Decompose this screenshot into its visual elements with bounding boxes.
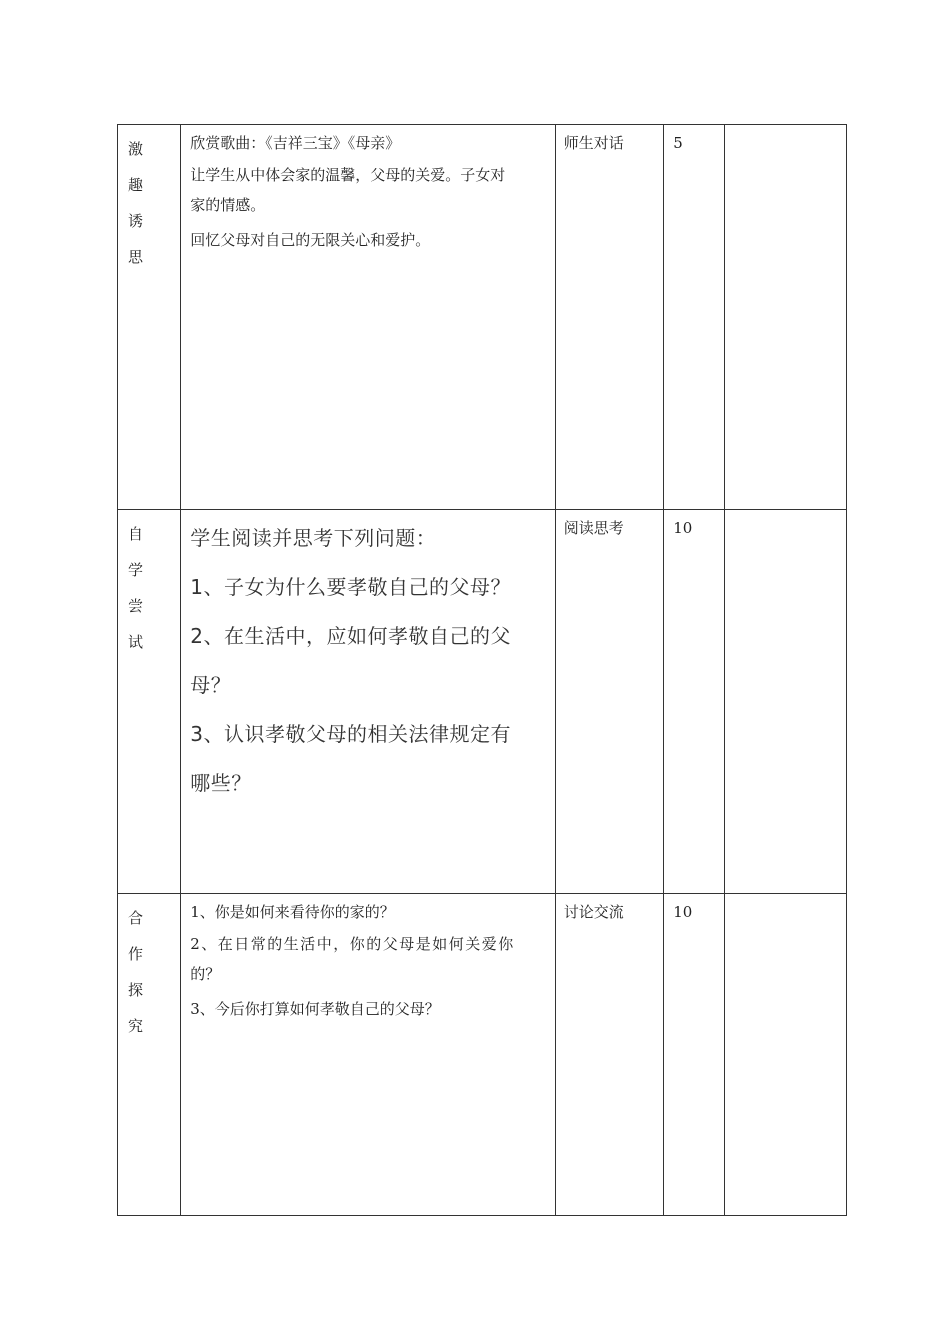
time-text: 10 bbox=[673, 519, 693, 537]
content-line: 让学生从中体会家的温馨，父母的关爱。子女对 bbox=[190, 166, 506, 184]
note-cell bbox=[725, 125, 847, 510]
stage-char: 试 bbox=[128, 633, 144, 651]
time-cell bbox=[664, 510, 725, 894]
method-cell bbox=[555, 510, 663, 894]
content-line: 母？ bbox=[190, 673, 232, 697]
stage-char: 究 bbox=[128, 1017, 144, 1035]
content-line: 3、认识孝敬父母的相关法律规定有 bbox=[190, 722, 511, 746]
stage-char: 激 bbox=[128, 140, 144, 158]
content-line: 3、今后你打算如何孝敬自己的父母？ bbox=[190, 1000, 440, 1018]
stage-cell bbox=[118, 510, 181, 894]
method-cell bbox=[555, 894, 663, 1216]
content-line: 1、子女为什么要孝敬自己的父母？ bbox=[190, 575, 511, 599]
lesson-plan-table bbox=[117, 124, 847, 1216]
content-cell bbox=[181, 510, 556, 894]
content-line: 回忆父母对自己的无限关心和爱护。 bbox=[190, 231, 431, 249]
method-text: 讨论交流 bbox=[563, 903, 624, 921]
stage-char: 探 bbox=[128, 981, 144, 999]
content-line: 家的情感。 bbox=[190, 196, 266, 214]
stage-char: 作 bbox=[128, 945, 144, 963]
time-cell bbox=[664, 894, 725, 1216]
content-line: 2、在生活中，应如何孝敬自己的父 bbox=[190, 624, 511, 648]
stage-cell bbox=[118, 125, 181, 510]
stage-char: 自 bbox=[128, 525, 144, 543]
method-text: 阅读思考 bbox=[563, 519, 624, 537]
content-line: 学生阅读并思考下列问题： bbox=[190, 526, 437, 550]
content-line: 欣赏歌曲：《吉祥三宝》《母亲》 bbox=[190, 134, 401, 152]
content-cell bbox=[181, 125, 556, 510]
table-row bbox=[118, 894, 847, 1216]
stage-char: 学 bbox=[128, 561, 144, 579]
note-cell bbox=[725, 894, 847, 1216]
table-row bbox=[118, 125, 847, 510]
table-row bbox=[118, 510, 847, 894]
time-text: 5 bbox=[673, 134, 683, 152]
time-cell bbox=[664, 125, 725, 510]
content-cell bbox=[181, 894, 556, 1216]
content-line: 2、在日常的生活中，你的父母是如何关爱你 bbox=[190, 935, 515, 953]
content-line: 的？ bbox=[190, 965, 221, 983]
stage-char: 合 bbox=[128, 909, 144, 927]
stage-char: 诱 bbox=[128, 212, 144, 230]
stage-char: 思 bbox=[128, 248, 144, 266]
stage-char: 趣 bbox=[128, 176, 144, 194]
stage-cell bbox=[118, 894, 181, 1216]
content-line: 哪些？ bbox=[190, 771, 252, 795]
method-text: 师生对话 bbox=[563, 134, 624, 152]
content-line: 1、你是如何来看待你的家的？ bbox=[190, 903, 395, 921]
note-cell bbox=[725, 510, 847, 894]
method-cell bbox=[555, 125, 663, 510]
stage-char: 尝 bbox=[128, 597, 144, 615]
time-text: 10 bbox=[673, 903, 693, 921]
